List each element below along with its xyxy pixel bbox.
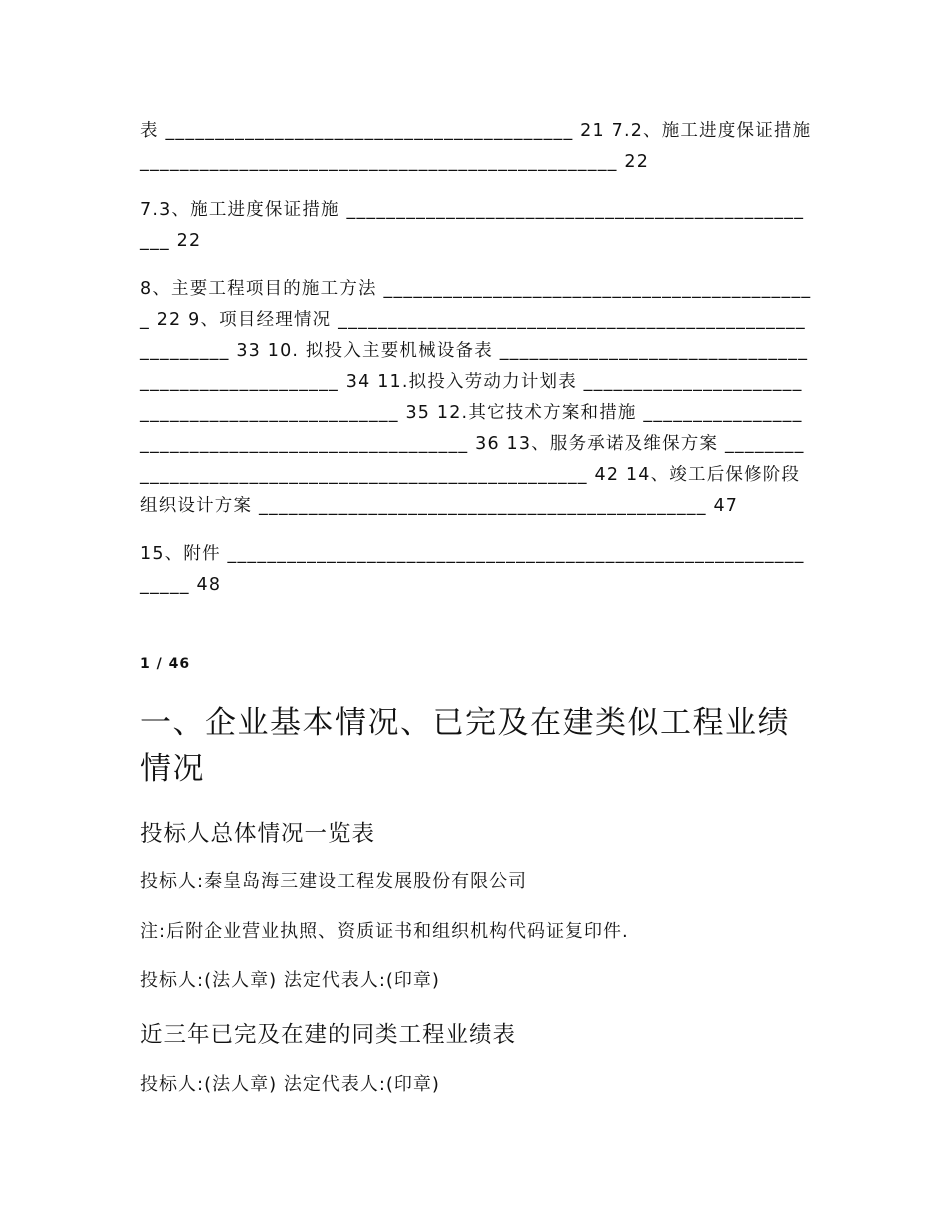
subsection-title: 近三年已完及在建的同类工程业绩表 [140,1022,517,1048]
subsection-title: 投标人总体情况一览表 [140,821,376,847]
toc-entry[interactable]: 8、主要工程项目的施工方法 ____________________________________________ 22 9、项目经理情况 ________________________________________________________ 33 10. 拟投入主要机械设备表 ___________________________________________________ 34 11.拟投入劳动力计划表 ________________________________________________ 35 12.其它技术方案和措施 _________________________________________________ 36 13、服务承诺及维保方案 _____________________________________________________ 42 14、竣工后保修阶段组织设计方案 _____________________________________________ 47 [140,279,812,516]
bidder-line: 投标人:秦皇岛海三建设工程发展股份有限公司 [140,871,528,892]
toc-entry[interactable]: 15、附件 _______________________________________________________________ 48 [140,544,805,595]
signature-line: 投标人:(法人章) 法定代表人:(印章) [140,970,440,991]
section-heading: 一、企业基本情况、已完及在建类似工程业绩情况 [140,705,790,787]
note-line: 注:后附企业营业执照、资质证书和组织机构代码证复印件. [140,921,629,942]
table-of-contents [140,116,819,601]
page-number: 1 / 46 [140,656,191,672]
signature-line: 投标人:(法人章) 法定代表人:(印章) [140,1074,440,1095]
toc-entry[interactable]: 表 _________________________________________ 21 7.2、施工进度保证措施 ________________________________________________ 22 [140,121,819,172]
toc-entry[interactable]: 7.3、施工进度保证措施 _________________________________________________ 22 [140,200,805,251]
